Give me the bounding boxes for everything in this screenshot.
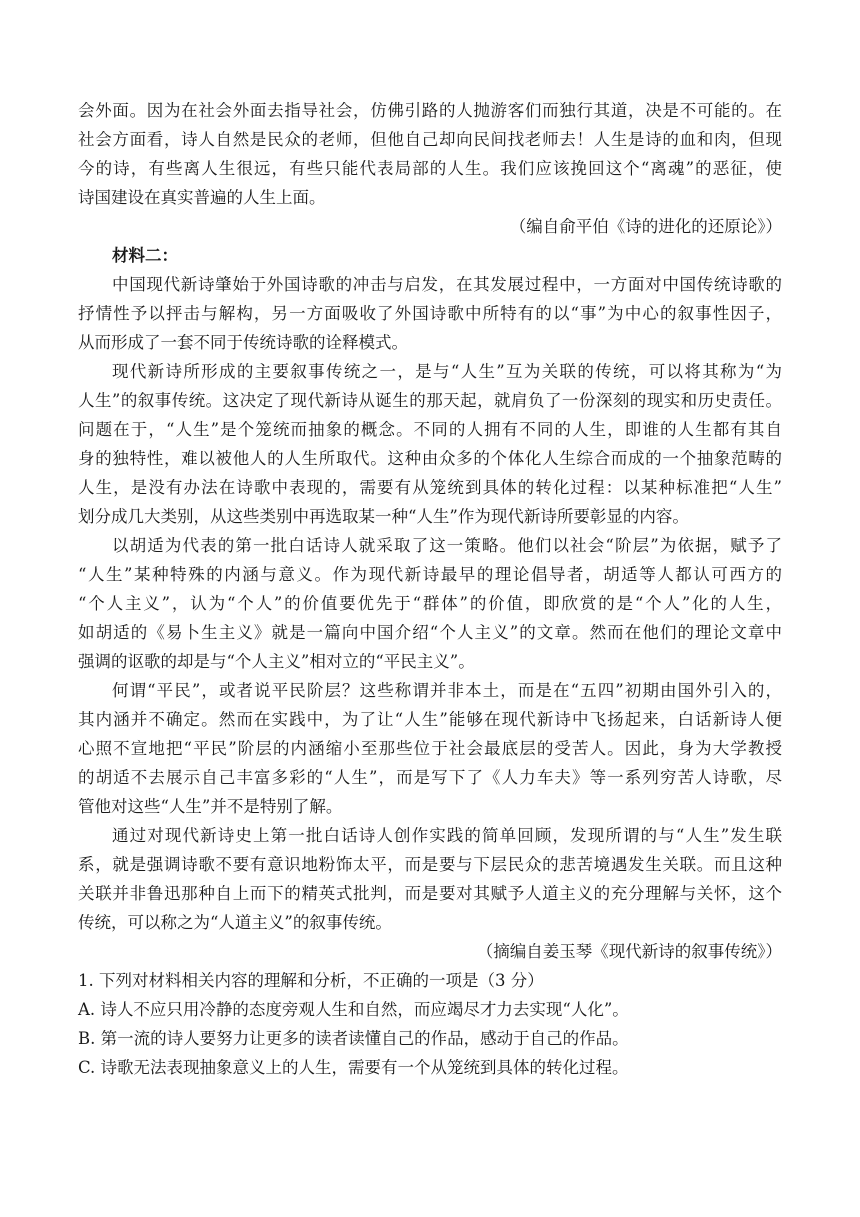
text-line: 的胡适不去展示自己丰富多彩的“人生”，而是写下了《人力车夫》等一系列穷苦人诗歌，尽 (78, 768, 782, 787)
text-line: 中国现代新诗肇始于外国诗歌的冲击与启发，在其发展过程中，一方面对中国传统诗歌的 (112, 275, 782, 294)
text-line: 系，就是强调诗歌不要有意识地粉饰太平，而是要与下层民众的悲苦境遇发生关联。而且这种 (78, 855, 782, 874)
text-line: “人生”某种特殊的内涵与意义。作为现代新诗最早的理论倡导者，胡适等人都认可西方的 (78, 565, 782, 584)
material-2-paragraph (78, 531, 782, 676)
text-line: 今的诗，有些离人生很远，有些只能代表局部的人生。我们应该挽回这个“离魂”的恶征，使 (78, 159, 782, 178)
text-line: 社会方面看，诗人自然是民众的老师，但他自己却向民间找老师去！人生是诗的血和肉，但现 (78, 130, 782, 149)
text-line: 身的独特性，难以被他人的人生所取代。这种由众多的个体化人生综合而成的一个抽象范畴的 (78, 449, 782, 468)
option-a: A. 诗人不应只用冷静的态度旁观人生和自然，而应竭尽才力去实现“人化”。 (78, 1000, 629, 1019)
material-2-source: （摘编自姜玉琴《现代新诗的叙事传统》） (476, 942, 782, 961)
text-line: 以胡适为代表的第一批白话诗人就采取了这一策略。他们以社会“阶层”为依据，赋予了 (112, 536, 782, 555)
text-line: 人生，是没有办法在诗歌中表现的，需要有从笼统到具体的转化过程：以某种标准把“人生” (78, 478, 782, 497)
text-line: 会外面。因为在社会外面去指导社会，仿佛引路的人抛游客们而独行其道，决是不可能的。在 (78, 101, 782, 120)
text-line: 问题在于，“人生”是个笼统而抽象的概念。不同的人拥有不同的人生，即谁的人生都有其自 (78, 420, 782, 439)
text-line: “个人主义”，认为“个人”的价值要优先于“群体”的价值，即欣赏的是“个人”化的人生， (78, 594, 782, 613)
text-line: 通过对现代新诗史上第一批白话诗人创作实践的简单回顾，发现所谓的与“人生”发生联 (112, 826, 782, 845)
text-line: 强调的讴歌的却是与“个人主义”相对立的“平民主义”。 (78, 652, 475, 671)
question-1 (78, 966, 782, 1082)
text-line: 如胡适的《易卜生主义》就是一篇向中国介绍“个人主义”的文章。然而在他们的理论文章中 (78, 623, 782, 642)
text-line: 传统，可以称之为“人道主义”的叙事传统。 (78, 913, 392, 932)
text-line: 其内涵并不确定。然而在实践中，为了让“人生”能够在现代新诗中飞扬起来，白话新诗人便 (78, 710, 782, 729)
material-2-heading: 材料二： (112, 246, 178, 265)
material-2-paragraph (78, 270, 782, 357)
text-line: 何谓“平民”，或者说平民阶层？这些称谓并非本土，而是在“五四”初期由国外引入的， (112, 681, 782, 700)
material-2-paragraph (78, 357, 782, 531)
text-line: 关联并非鲁迅那种自上而下的精英式批判，而是要对其赋予人道主义的充分理解与关怀，这个 (78, 884, 782, 903)
option-c: C. 诗歌无法表现抽象意义上的人生，需要有一个从笼统到具体的转化过程。 (78, 1058, 629, 1077)
option-b: B. 第一流的诗人要努力让更多的读者读懂自己的作品，感动于自己的作品。 (78, 1029, 629, 1048)
text-line: 划分成几大类别，从这些类别中再选取某一种“人生”作为现代新诗所要彰显的内容。 (78, 507, 689, 526)
material-2-paragraph (78, 676, 782, 821)
text-line: 从而形成了一套不同于传统诗歌的诠释模式。 (78, 333, 408, 352)
text-line: 人生”的叙事传统。这决定了现代新诗从诞生的那天起，就肩负了一份深刻的现实和历史责任。 (78, 391, 782, 410)
text-line: 管他对这些“人生”并不是特别了解。 (78, 797, 343, 816)
material-1-source: （编自俞平伯《诗的进化的还原论》） (509, 217, 782, 236)
question-stem: 1. 下列对材料相关内容的理解和分析，不正确的一项是（3 分） (78, 971, 544, 990)
text-line: 诗国建设在真实普遍的人生上面。 (78, 188, 326, 207)
document-page (78, 96, 782, 1082)
material-1-tail (78, 96, 782, 212)
text-line: 现代新诗所形成的主要叙事传统之一，是与“人生”互为关联的传统，可以将其称为“为 (112, 362, 782, 381)
text-line: 心照不宣地把“平民”阶层的内涵缩小至那些位于社会最底层的受苦人。因此，身为大学教授 (78, 739, 782, 758)
text-line: 抒情性予以抨击与解构，另一方面吸收了外国诗歌中所特有的以“事”为中心的叙事性因子， (78, 304, 782, 323)
material-2-paragraph (78, 821, 782, 937)
